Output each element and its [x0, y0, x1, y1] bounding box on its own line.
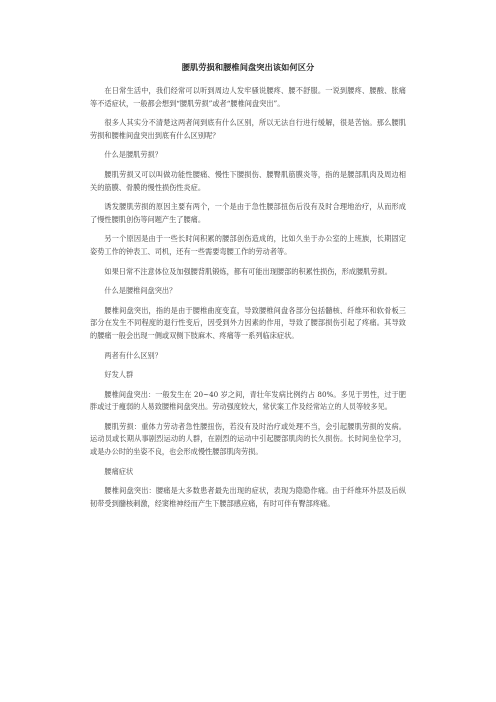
paragraph: 腰椎间盘突出，指的是由于腰椎曲度变直，导致腰椎间盘各部分包括髓核、纤维环和软骨板三部分在发生不同程度的退行性变后，因受到外力因素的作用，导致了腰部损伤引起了疼痛。其导致的腰痛一般会出现一侧或双侧下肢麻木、疼痛等一系列临床症状。	[90, 305, 406, 340]
paragraph: 腰肌劳损：重体力劳动者急性腰扭伤，若没有及时治疗或处理不当，会引起腰肌劳损的发病。运动员或长期从事剧烈运动的人群，在剧烈的运动中引起腰部肌肉的长久损伤。长时间坐位学习，或是办公时的坐姿不良，也会形成慢性腰部肌肉劳损。	[90, 421, 406, 457]
paragraph: 腰肌劳损又可以叫做功能性腰痛、慢性下腰损伤、腰臀肌筋膜炎等，指的是腰部肌肉及周边相关的筋膜、骨膜的慢性损伤性炎症。	[90, 169, 406, 192]
document-title: 腰肌劳损和腰椎间盘突出该如何区分	[181, 62, 315, 72]
paragraph: 诱发腰肌劳损的原因主要有两个，一个是由于急性腰部扭伤后没有及时合理地治疗，从而形成了慢性腰肌创伤等问题产生了腰痛。	[90, 202, 406, 224]
paragraph: 腰椎间盘突出：一般发生在 20~40 岁之间，青壮年发病比例约占 80%。多见于男性，过于肥胖或过于瘦弱的人易致腰椎间盘突出。劳动强度较大，常伏案工作及经常站立的人员等较多见。	[90, 389, 406, 412]
paragraph: 腰椎间盘突出：腰痛是大多数患者最先出现的症状，表现为隐隐作痛。由于纤维环外层及后纵韧带受到髓核刺激，经窦椎神经而产生下腰部感应痛，有时可伴有臀部疼痛。	[90, 486, 406, 508]
section-heading: 什么是腰肌劳损？	[104, 150, 162, 160]
subsection-heading: 好发人群	[104, 370, 134, 380]
paragraph: 很多人其实分不清楚这两者间到底有什么区别，所以无法自行进行缓解，很是苦恼。那么腰肌劳损和腰椎间盘突出到底有什么区别呢？	[90, 118, 406, 140]
paragraph: 如果日常不注意体位及加强腰背肌锻炼，都有可能出现腰部的积累性损伤，形成腰肌劳损。	[104, 266, 392, 276]
paragraph: 在日常生活中，我们经常可以听到周边人发牢骚说腰疼、腰不舒服。一说到腰疼、腰酸、胀痛等不适症状，一般都会想到“腰肌劳损”或者“腰椎间盘突出”。	[90, 86, 406, 108]
paragraph: 另一个原因是由于一些长时间积累的腰部创伤造成的，比如久坐于办公室的上班族，长期固定姿势工作的钟表工、司机，还有一些需要弯腰工作的劳动者等。	[90, 234, 406, 256]
section-heading: 什么是腰椎间盘突出？	[104, 286, 177, 296]
section-heading: 两者有什么区别？	[104, 350, 162, 360]
subsection-heading: 腰痛症状	[104, 466, 134, 476]
